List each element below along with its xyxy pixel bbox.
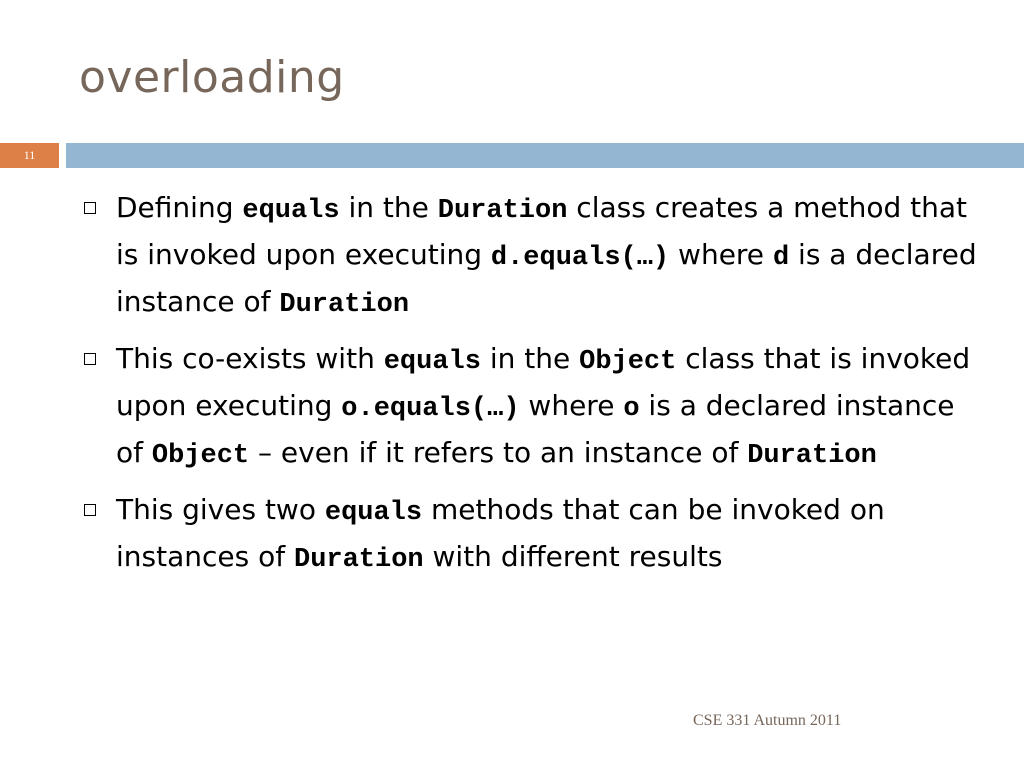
code-term: Object [579, 347, 677, 377]
text-run: methods that can be invoked on instances of [116, 493, 885, 573]
code-term: Duration [294, 545, 424, 575]
bullet-text [116, 342, 970, 469]
code-term: Object [151, 441, 250, 471]
text-run: class that is invoked upon executing [116, 342, 971, 422]
text-run: in the [480, 342, 580, 375]
bullet-item [83, 337, 983, 478]
hollow-square-bullet-icon [84, 202, 96, 214]
code-term: Duration [747, 441, 877, 471]
bullet-item [83, 488, 983, 582]
text-run: This gives two [116, 493, 325, 526]
code-term: equals [383, 347, 481, 377]
code-term: d [772, 243, 790, 273]
slide-number: 11 [0, 143, 59, 168]
text-run: where [669, 238, 773, 271]
text-run: This co-exists with [116, 342, 384, 375]
hollow-square-bullet-icon [84, 504, 96, 516]
bullet-text [116, 493, 885, 573]
code-term: Duration [279, 290, 410, 320]
text-run: with different results [423, 540, 723, 573]
text-run: where [519, 389, 624, 422]
code-term: equals [324, 498, 423, 528]
text-run: Defining [116, 191, 243, 224]
bullet-text [116, 191, 977, 318]
bullet-list [83, 186, 983, 592]
text-run: in the [339, 191, 438, 224]
code-term: o [623, 394, 640, 424]
text-run: – even if it refers to an instance of [249, 436, 748, 469]
text-run: is a declared instance of [116, 389, 955, 469]
slide-title: overloading [79, 52, 345, 103]
footer-course-label: CSE 331 Autumn 2011 [693, 712, 842, 729]
code-term: equals [242, 196, 340, 226]
hollow-square-bullet-icon [84, 353, 96, 365]
text-run: is a declared instance of [116, 238, 977, 318]
code-term: d.equals(…) [490, 243, 670, 273]
code-term: o.equals(…) [341, 394, 520, 424]
title-rule-bar [66, 143, 1024, 168]
code-term: Duration [437, 196, 568, 226]
bullet-item [83, 186, 983, 327]
text-run: class creates a method that is invoked upon executing [116, 191, 968, 271]
